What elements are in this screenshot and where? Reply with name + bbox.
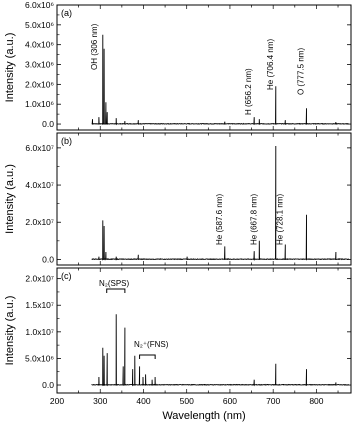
- peak-annotation: He (706.4 nm): [265, 38, 275, 90]
- panel-1: [57, 5, 351, 130]
- y-axis-label: Intensity (a.u.): [4, 32, 16, 103]
- peak-annotation: N₂(SPS): [98, 279, 130, 288]
- y-tick-label: 4.0x10⁶: [24, 39, 54, 50]
- peak-annotation: OH (306 nm): [90, 23, 100, 70]
- x-tick-label: 200: [49, 396, 65, 406]
- y-tick-label: 6.0x10⁷: [25, 142, 54, 153]
- y-tick-label: 5.0x10⁶: [24, 19, 54, 30]
- y-tick-label: 5.0x10⁶: [24, 353, 54, 364]
- spectrum-line: [92, 35, 349, 124]
- x-axis-label: Wavelength (nm): [162, 410, 246, 422]
- panel-label: (c): [61, 271, 72, 281]
- x-tick-label: 700: [266, 396, 281, 406]
- y-tick-label: 4.0x10⁷: [25, 180, 54, 191]
- peak-annotation: He (587.6 nm): [214, 193, 224, 245]
- panel-label: (b): [61, 136, 72, 146]
- x-tick-label: 300: [93, 396, 108, 406]
- y-tick-label: 0.0: [42, 380, 54, 391]
- peak-annotation: N₂⁺(FNS): [133, 340, 169, 349]
- y-tick-label: 3.0x10⁶: [24, 59, 54, 70]
- y-tick-label: 2.0x10⁷: [25, 273, 54, 284]
- n2-bracket: [107, 289, 125, 293]
- y-tick-label: 6.0x10⁶: [24, 0, 54, 10]
- n2plus-bracket: [140, 355, 156, 359]
- x-tick-label: 400: [136, 396, 151, 406]
- panel-label: (a): [61, 8, 72, 18]
- y-tick-label: 1.0x10⁷: [25, 326, 54, 337]
- peak-annotation: O (777.5 nm): [296, 47, 306, 95]
- y-tick-label: 0.0: [42, 254, 54, 265]
- peak-annotation: He (728.1 nm): [275, 193, 285, 245]
- y-tick-label: 2.0x10⁶: [24, 79, 54, 90]
- spectrum-line: [92, 314, 349, 385]
- y-axis-label: Intensity (a.u.): [4, 295, 16, 366]
- panel-2: [57, 133, 351, 265]
- peak-annotation: H (656.2 nm): [244, 68, 254, 115]
- x-tick-label: 500: [179, 396, 194, 406]
- peak-annotation: He (667.8 nm): [249, 193, 259, 245]
- x-tick-label: 600: [222, 396, 238, 406]
- x-tick-label: 800: [309, 396, 324, 406]
- y-tick-label: 1.5x10⁷: [25, 300, 54, 311]
- y-tick-label: 1.0x10⁶: [24, 99, 54, 110]
- y-axis-label: Intensity (a.u.): [4, 164, 16, 234]
- y-tick-label: 2.0x10⁷: [25, 217, 54, 228]
- y-tick-label: 0.0: [42, 119, 54, 130]
